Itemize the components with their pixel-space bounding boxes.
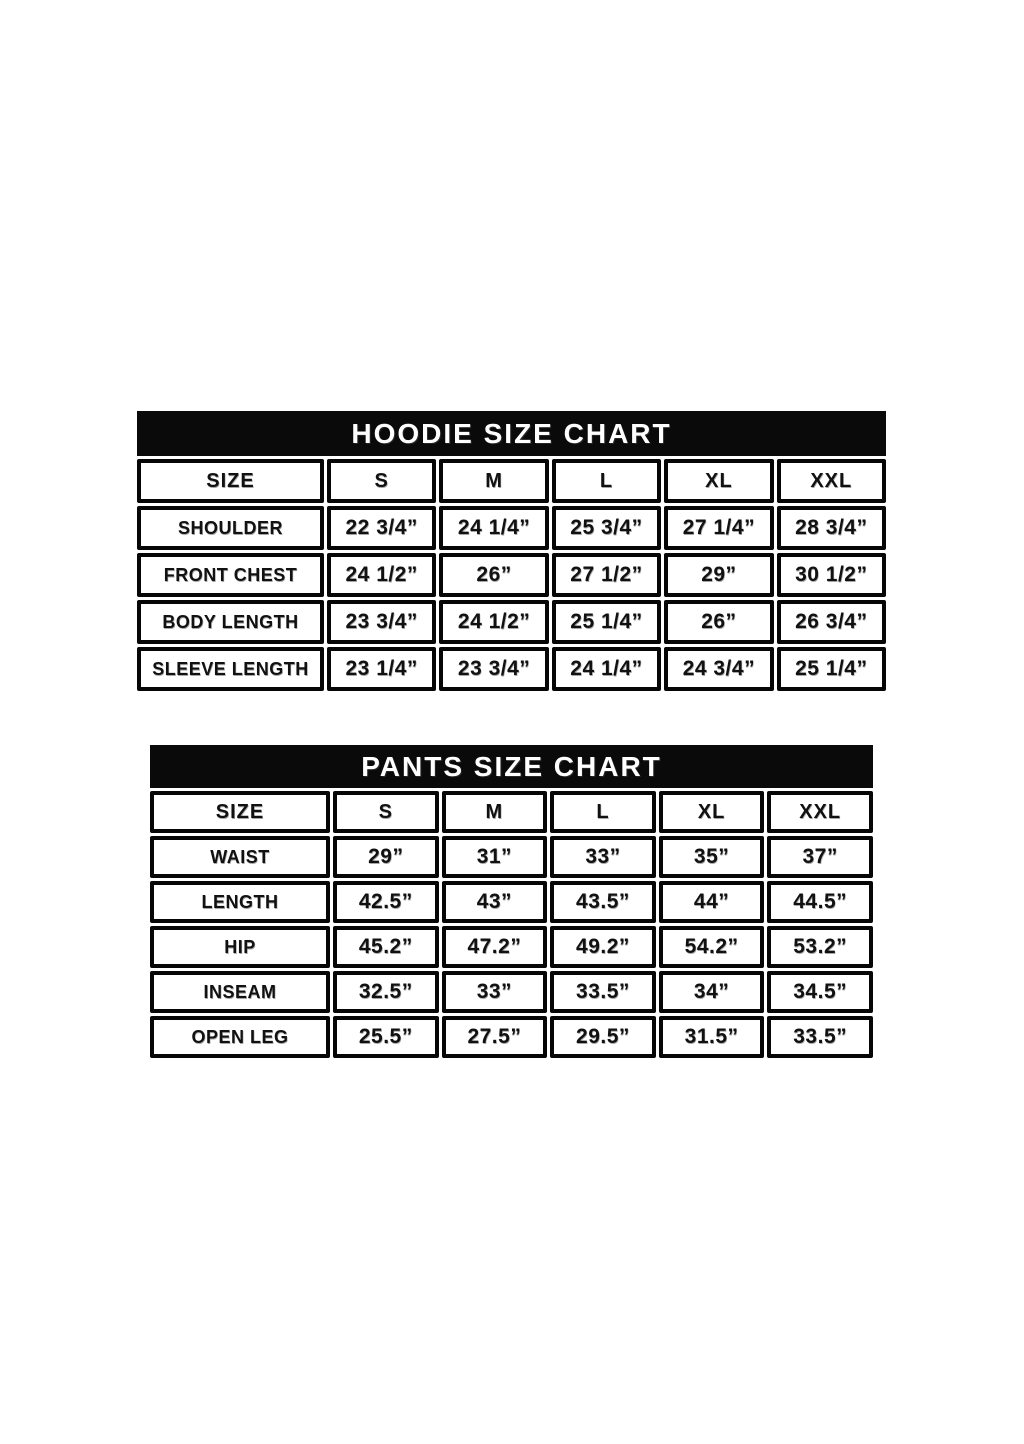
hoodie-body-length-s: 23 3/4”	[327, 600, 436, 644]
pants-waist-xl: 35”	[659, 836, 765, 878]
hoodie-sleeve-length-xl: 24 3/4”	[664, 647, 773, 691]
pants-column-header-l: L	[550, 791, 656, 833]
pants-row-label-open-leg: OPEN LEG	[150, 1016, 330, 1058]
pants-hip-l: 49.2”	[550, 926, 656, 968]
hoodie-chart-grid	[137, 459, 886, 691]
pants-chart-grid	[150, 791, 873, 1058]
hoodie-column-header-m: M	[439, 459, 548, 503]
hoodie-column-header-l: L	[552, 459, 661, 503]
hoodie-body-length-xl: 26”	[664, 600, 773, 644]
hoodie-front-chest-m: 26”	[439, 553, 548, 597]
pants-row-label-length: LENGTH	[150, 881, 330, 923]
pants-hip-xl: 54.2”	[659, 926, 765, 968]
hoodie-row-label-front-chest: FRONT CHEST	[137, 553, 324, 597]
pants-column-header-m: M	[442, 791, 548, 833]
pants-length-xxl: 44.5”	[767, 881, 873, 923]
pants-inseam-m: 33”	[442, 971, 548, 1013]
pants-length-l: 43.5”	[550, 881, 656, 923]
hoodie-sleeve-length-s: 23 1/4”	[327, 647, 436, 691]
pants-inseam-l: 33.5”	[550, 971, 656, 1013]
pants-waist-m: 31”	[442, 836, 548, 878]
pants-hip-s: 45.2”	[333, 926, 439, 968]
hoodie-shoulder-xl: 27 1/4”	[664, 506, 773, 550]
hoodie-shoulder-xxl: 28 3/4”	[777, 506, 886, 550]
hoodie-shoulder-m: 24 1/4”	[439, 506, 548, 550]
hoodie-sleeve-length-m: 23 3/4”	[439, 647, 548, 691]
pants-waist-s: 29”	[333, 836, 439, 878]
hoodie-chart-title: HOODIE SIZE CHART	[137, 411, 886, 456]
hoodie-body-length-xxl: 26 3/4”	[777, 600, 886, 644]
pants-length-s: 42.5”	[333, 881, 439, 923]
pants-size-chart-table	[150, 745, 873, 1058]
hoodie-row-label-shoulder: SHOULDER	[137, 506, 324, 550]
pants-inseam-s: 32.5”	[333, 971, 439, 1013]
pants-hip-m: 47.2”	[442, 926, 548, 968]
pants-column-header-xxl: XXL	[767, 791, 873, 833]
hoodie-shoulder-l: 25 3/4”	[552, 506, 661, 550]
hoodie-body-length-m: 24 1/2”	[439, 600, 548, 644]
pants-row-label-waist: WAIST	[150, 836, 330, 878]
hoodie-column-header-size: SIZE	[137, 459, 324, 503]
hoodie-size-chart-table	[137, 411, 886, 691]
pants-open-leg-m: 27.5”	[442, 1016, 548, 1058]
pants-column-header-size: SIZE	[150, 791, 330, 833]
pants-length-xl: 44”	[659, 881, 765, 923]
hoodie-column-header-xl: XL	[664, 459, 773, 503]
pants-open-leg-l: 29.5”	[550, 1016, 656, 1058]
hoodie-row-label-sleeve-length: SLEEVE LENGTH	[137, 647, 324, 691]
pants-waist-xxl: 37”	[767, 836, 873, 878]
pants-open-leg-s: 25.5”	[333, 1016, 439, 1058]
hoodie-front-chest-s: 24 1/2”	[327, 553, 436, 597]
hoodie-body-length-l: 25 1/4”	[552, 600, 661, 644]
hoodie-front-chest-l: 27 1/2”	[552, 553, 661, 597]
hoodie-shoulder-s: 22 3/4”	[327, 506, 436, 550]
pants-inseam-xxl: 34.5”	[767, 971, 873, 1013]
pants-inseam-xl: 34”	[659, 971, 765, 1013]
pants-column-header-xl: XL	[659, 791, 765, 833]
hoodie-front-chest-xl: 29”	[664, 553, 773, 597]
hoodie-sleeve-length-xxl: 25 1/4”	[777, 647, 886, 691]
pants-hip-xxl: 53.2”	[767, 926, 873, 968]
hoodie-row-label-body-length: BODY LENGTH	[137, 600, 324, 644]
hoodie-front-chest-xxl: 30 1/2”	[777, 553, 886, 597]
pants-open-leg-xxl: 33.5”	[767, 1016, 873, 1058]
hoodie-column-header-xxl: XXL	[777, 459, 886, 503]
pants-open-leg-xl: 31.5”	[659, 1016, 765, 1058]
pants-column-header-s: S	[333, 791, 439, 833]
pants-row-label-inseam: INSEAM	[150, 971, 330, 1013]
pants-waist-l: 33”	[550, 836, 656, 878]
pants-length-m: 43”	[442, 881, 548, 923]
pants-chart-title: PANTS SIZE CHART	[150, 745, 873, 788]
pants-row-label-hip: HIP	[150, 926, 330, 968]
hoodie-column-header-s: S	[327, 459, 436, 503]
hoodie-sleeve-length-l: 24 1/4”	[552, 647, 661, 691]
